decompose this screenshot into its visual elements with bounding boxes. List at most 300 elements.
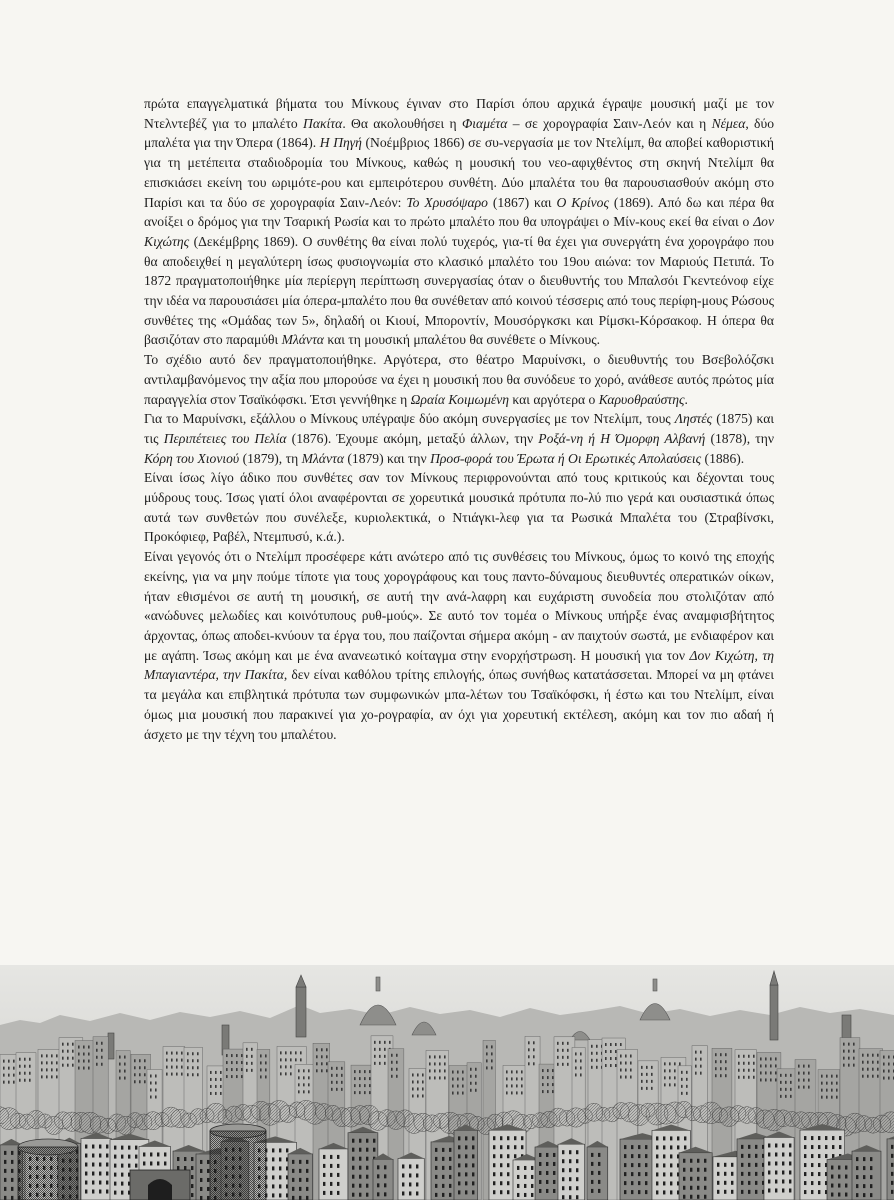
engraving-window — [330, 1191, 332, 1195]
engraving-window — [290, 1058, 292, 1061]
engraving-window — [246, 1055, 248, 1058]
engraving-window — [472, 1181, 474, 1185]
engraving-window — [4, 1151, 6, 1155]
engraving-window — [298, 1083, 300, 1086]
engraving-window — [114, 1146, 116, 1150]
engraving-window — [379, 1055, 381, 1058]
engraving-window — [99, 1154, 101, 1158]
engraving-window — [848, 1064, 850, 1067]
engraving-window — [638, 1190, 640, 1194]
engraving-window — [591, 1180, 593, 1184]
engraving-window — [562, 1177, 564, 1181]
engraving-window — [13, 1081, 15, 1084]
engraving-window — [231, 1075, 233, 1078]
engraving-window — [863, 1193, 865, 1197]
italic-title: Μλάντα — [301, 450, 344, 466]
engraving-window — [724, 1190, 726, 1194]
engraving-window — [470, 1068, 472, 1071]
engraving-window — [838, 1175, 840, 1179]
engraving-window — [731, 1181, 733, 1185]
engraving-window — [341, 1074, 343, 1077]
engraving-window — [656, 1163, 658, 1167]
engraving-window — [755, 1145, 757, 1149]
engraving-window — [765, 1064, 767, 1067]
engraving-window — [470, 1082, 472, 1085]
italic-title: Καρυοθραύστης — [598, 391, 685, 407]
engraving-window — [8, 1060, 10, 1063]
engraving-window — [567, 1042, 569, 1045]
engraving-window — [724, 1181, 726, 1185]
engraving-window — [821, 1089, 823, 1092]
engraving-window — [808, 1065, 810, 1068]
engraving-window — [220, 1092, 222, 1095]
engraving-window — [553, 1171, 555, 1175]
engraving-window — [491, 1066, 493, 1069]
engraving-window — [775, 1078, 777, 1081]
engraving-window — [272, 1193, 274, 1197]
engraving-window — [715, 1067, 717, 1070]
engraving-window — [336, 1081, 338, 1084]
engraving-window — [651, 1073, 653, 1076]
engraving-window — [760, 1057, 762, 1060]
engraving-window — [557, 1049, 559, 1052]
engraving-window — [119, 1070, 121, 1073]
engraving-window — [811, 1172, 813, 1176]
engraving-window — [306, 1196, 308, 1200]
engraving-window — [215, 1092, 217, 1095]
engraving-window — [51, 1061, 53, 1064]
engraving-window — [465, 1181, 467, 1185]
engraving-window — [775, 1161, 777, 1165]
engraving-window — [331, 1081, 333, 1084]
engraving-window — [562, 1186, 564, 1190]
engraving-window — [260, 1061, 262, 1064]
engraving-window — [670, 1136, 672, 1140]
engraving-window — [832, 1136, 834, 1140]
engraving-window — [326, 1048, 328, 1051]
engraving-window — [789, 1161, 791, 1165]
engraving-window — [176, 1059, 178, 1062]
engraving-window — [299, 1187, 301, 1191]
engraving-window — [486, 1066, 488, 1069]
engraving-window — [867, 1054, 869, 1057]
engraving-window — [150, 1081, 152, 1084]
engraving-window — [352, 1184, 354, 1188]
engraving-window — [533, 1048, 535, 1051]
engraving-window — [862, 1061, 864, 1064]
engraving-window — [798, 1079, 800, 1082]
engraving-window — [88, 1060, 90, 1063]
engraving-window — [352, 1139, 354, 1143]
text-run: Είναι ίσως λίγο άδικο που συνθέτες σαν τον Μίνκους περιφρονούνται από τους κριτικούς και δέχονται τους μύδρους τους. Ίσως γιατί όλοι αναφέρονται σε χορευτικά μουσικά πρότυπα πο-λύ πιο γερά και ουσιαστικά όπως αυτά των συνθετών που συνέλεξε, κυριολεκτικά, ο Ντιάγκι-λεφ για τα Ρωσικά Μπαλέτα του (Στραβίνσκι, Προκόφιεφ, Ραβέλ, Ντεμπυσύ, κ.ά.). — [144, 470, 774, 545]
engraving-window — [720, 1067, 722, 1070]
engraving-window — [684, 1145, 686, 1149]
engraving-window — [155, 1081, 157, 1084]
engraving-window — [434, 1055, 436, 1058]
engraving-window — [56, 1068, 58, 1071]
engraving-window — [292, 1187, 294, 1191]
engraving-window — [575, 1066, 577, 1069]
engraving-window — [4, 1169, 6, 1173]
engraving-window — [155, 1074, 157, 1077]
engraving-window — [863, 1175, 865, 1179]
engraving-window — [92, 1145, 94, 1149]
engraving-window — [472, 1136, 474, 1140]
engraving-window — [435, 1175, 437, 1179]
engraving-window — [341, 1081, 343, 1084]
engraving-window — [651, 1080, 653, 1083]
engraving-window — [106, 1190, 108, 1194]
engraving-window — [630, 1055, 632, 1058]
engraving-window — [46, 1075, 48, 1078]
engraving-window — [187, 1059, 189, 1062]
engraving-window — [384, 1048, 386, 1051]
engraving-window — [434, 1062, 436, 1065]
engraving-window — [417, 1094, 419, 1097]
engraving-window — [547, 1090, 549, 1093]
engraving-window — [246, 1069, 248, 1072]
engraving-window — [298, 1090, 300, 1093]
engraving-window — [591, 1189, 593, 1193]
engraving-window — [207, 1169, 209, 1173]
engraving-window — [743, 1055, 745, 1058]
engraving-window — [620, 1062, 622, 1065]
engraving-window — [207, 1187, 209, 1191]
engraving-window — [96, 1056, 98, 1059]
engraving-window — [591, 1171, 593, 1175]
engraving-window — [384, 1041, 386, 1044]
engraving-window — [562, 1063, 564, 1066]
engraving-window — [782, 1161, 784, 1165]
engraving-window — [139, 1059, 141, 1062]
engraving-window — [181, 1066, 183, 1069]
engraving-window — [615, 1043, 617, 1046]
engraving-window — [697, 1186, 699, 1190]
engraving-window — [818, 1181, 820, 1185]
engraving-window — [354, 1070, 356, 1073]
engraving-window — [323, 1173, 325, 1177]
engraving-window — [646, 1073, 648, 1076]
engraving-window — [412, 1087, 414, 1090]
engraving-window — [598, 1162, 600, 1166]
engraving-window — [442, 1166, 444, 1170]
engraving-window — [651, 1066, 653, 1069]
engraving-window — [804, 1190, 806, 1194]
paragraph — [144, 409, 774, 468]
engraving-window — [631, 1181, 633, 1185]
italic-title: Φιαμέτα — [461, 115, 508, 131]
engraving-window — [11, 1151, 13, 1155]
engraving-window — [11, 1169, 13, 1173]
engraving-window — [507, 1145, 509, 1149]
engraving-window — [272, 1157, 274, 1161]
engraving-window — [197, 1066, 199, 1069]
engraving-window — [330, 1173, 332, 1177]
engraving-window — [303, 1076, 305, 1079]
engraving-window — [596, 1045, 598, 1048]
engraving-window — [67, 1064, 69, 1067]
engraving-window — [493, 1145, 495, 1149]
engraving-window — [475, 1082, 477, 1085]
engraving-window — [531, 1175, 533, 1179]
engraving-window — [843, 1064, 845, 1067]
engraving-window — [888, 1070, 890, 1073]
engraving-window — [279, 1157, 281, 1161]
engraving-window — [542, 1083, 544, 1086]
engraving-window — [470, 1089, 472, 1092]
engraving-window — [226, 1068, 228, 1071]
engraving-window — [826, 1096, 828, 1099]
engraving-window — [11, 1196, 13, 1200]
engraving-window — [690, 1168, 692, 1172]
engraving-window — [831, 1175, 833, 1179]
engraving-window — [285, 1065, 287, 1068]
engraving-window — [547, 1069, 549, 1072]
engraving-window — [330, 1155, 332, 1159]
engraving-window — [176, 1052, 178, 1055]
engraving-window — [630, 1062, 632, 1065]
engraving-window — [674, 1069, 676, 1072]
engraving-window — [176, 1073, 178, 1076]
engraving-window — [724, 1163, 726, 1167]
engraving-window — [848, 1043, 850, 1046]
engraving-window — [51, 1054, 53, 1057]
engraving-window — [853, 1050, 855, 1053]
engraving-window — [870, 1157, 872, 1161]
engraving-window — [670, 1154, 672, 1158]
engraving-window — [891, 1190, 893, 1194]
engraving-window — [524, 1193, 526, 1197]
engraving-window — [546, 1162, 548, 1166]
engraving-window — [373, 1148, 375, 1152]
engraving-window — [260, 1075, 262, 1078]
engraving-window — [439, 1062, 441, 1065]
engraving-window — [101, 1049, 103, 1052]
engraving-window — [663, 1154, 665, 1158]
engraving-window — [197, 1052, 199, 1055]
engraving-window — [493, 1163, 495, 1167]
engraving-window — [811, 1154, 813, 1158]
engraving-window — [279, 1175, 281, 1179]
engraving-window — [743, 1062, 745, 1065]
paragraph — [144, 350, 774, 409]
engraving-window — [417, 1087, 419, 1090]
engraving-window — [4, 1178, 6, 1182]
engraving-window — [646, 1066, 648, 1069]
engraving-window — [391, 1075, 393, 1078]
engraving-window — [803, 1086, 805, 1089]
engraving-window — [449, 1175, 451, 1179]
engraving-window — [416, 1173, 418, 1177]
engraving-window — [811, 1145, 813, 1149]
engraving-window — [576, 1177, 578, 1181]
engraving-window — [870, 1166, 872, 1170]
engraving-window — [326, 1062, 328, 1065]
engraving-window — [620, 1069, 622, 1072]
engraving-window — [99, 1190, 101, 1194]
engraving-window — [704, 1186, 706, 1190]
engraving-window — [220, 1078, 222, 1081]
engraving-window — [775, 1170, 777, 1174]
engraving-window — [811, 1163, 813, 1167]
engraving-window — [449, 1184, 451, 1188]
engraving-window — [78, 1067, 80, 1070]
engraving-window — [725, 1060, 727, 1063]
engraving-window — [531, 1166, 533, 1170]
engraving-window — [62, 1064, 64, 1067]
engraving-window — [164, 1161, 166, 1165]
text-run: (1876). Έχουμε ακόμη, μεταξύ άλλων, την — [286, 430, 539, 446]
panorama-gateway — [130, 1170, 190, 1200]
engraving-window — [241, 1061, 243, 1064]
engraving-window — [409, 1191, 411, 1195]
engraving-window — [92, 1190, 94, 1194]
engraving-window — [295, 1058, 297, 1061]
engraving-window — [620, 1055, 622, 1058]
engraving-window — [280, 1072, 282, 1075]
engraving-window — [412, 1094, 414, 1097]
engraving-window — [326, 1055, 328, 1058]
engraving-window — [99, 1181, 101, 1185]
engraving-window — [444, 1062, 446, 1065]
engraving-window — [491, 1052, 493, 1055]
engraving-window — [524, 1166, 526, 1170]
engraving-window — [872, 1075, 874, 1078]
engraving-window — [697, 1177, 699, 1181]
engraving-window — [562, 1056, 564, 1059]
engraving-window — [119, 1063, 121, 1066]
engraving-window — [200, 1178, 202, 1182]
engraving-window — [686, 1071, 688, 1074]
engraving-window — [384, 1165, 386, 1169]
engraving-window — [402, 1191, 404, 1195]
engraving-window — [670, 1190, 672, 1194]
engraving-window — [610, 1064, 612, 1067]
engraving-window — [434, 1069, 436, 1072]
engraving-window — [181, 1073, 183, 1076]
engraving-window — [121, 1191, 123, 1195]
engraving-window — [336, 1074, 338, 1077]
engraving-window — [462, 1085, 464, 1088]
engraving-window — [695, 1058, 697, 1061]
engraving-window — [500, 1136, 502, 1140]
engraving-window — [241, 1054, 243, 1057]
engraving-window — [56, 1061, 58, 1064]
engraving-window — [4, 1187, 6, 1191]
engraving-window — [738, 1062, 740, 1065]
engraving-window — [507, 1154, 509, 1158]
engraving-window — [521, 1091, 523, 1094]
engraving-window — [321, 1069, 323, 1072]
engraving-window — [624, 1172, 626, 1176]
engraving-window — [891, 1181, 893, 1185]
engraving-window — [171, 1066, 173, 1069]
engraving-window — [770, 1064, 772, 1067]
engraving-window — [888, 1056, 890, 1059]
engraving-window — [121, 1146, 123, 1150]
engraving-window — [517, 1193, 519, 1197]
engraving-window — [331, 1067, 333, 1070]
engraving-window — [192, 1052, 194, 1055]
engraving-window — [422, 1087, 424, 1090]
engraving-window — [717, 1172, 719, 1176]
engraving-window — [308, 1083, 310, 1086]
engraving-window — [591, 1052, 593, 1055]
engraving-window — [605, 1057, 607, 1060]
engraving-window — [553, 1180, 555, 1184]
engraving-window — [557, 1042, 559, 1045]
engraving-window — [656, 1181, 658, 1185]
engraving-window — [128, 1146, 130, 1150]
engraving-window — [384, 1183, 386, 1187]
engraving-window — [41, 1061, 43, 1064]
engraving-window — [765, 1071, 767, 1074]
engraving-window — [457, 1085, 459, 1088]
engraving-window — [143, 1161, 145, 1165]
engraving-window — [782, 1143, 784, 1147]
engraving-window — [337, 1155, 339, 1159]
engraving-window — [265, 1061, 267, 1064]
engraving-window — [472, 1172, 474, 1176]
engraving-window — [29, 1058, 31, 1061]
engraving-window — [191, 1184, 193, 1188]
engraving-window — [531, 1193, 533, 1197]
engraving-window — [251, 1055, 253, 1058]
engraving-window — [553, 1162, 555, 1166]
engraving-window — [610, 1043, 612, 1046]
engraving-window — [341, 1067, 343, 1070]
engraving-window — [605, 1064, 607, 1067]
engraving-window — [83, 1046, 85, 1049]
engraving-window — [377, 1174, 379, 1178]
engraving-window — [681, 1078, 683, 1081]
engraving-window — [785, 1081, 787, 1084]
engraving-window — [738, 1055, 740, 1058]
engraving-window — [308, 1076, 310, 1079]
engraving-window — [366, 1139, 368, 1143]
engraving-window — [135, 1146, 137, 1150]
engraving-window — [891, 1154, 893, 1158]
engraving-window — [88, 1046, 90, 1049]
engraving-window — [517, 1166, 519, 1170]
engraving-window — [323, 1164, 325, 1168]
engraving-window — [804, 1145, 806, 1149]
engraving-window — [192, 1073, 194, 1076]
engraving-window — [690, 1186, 692, 1190]
engraving-window — [700, 1058, 702, 1061]
engraving-window — [352, 1193, 354, 1197]
engraving-window — [337, 1191, 339, 1195]
engraving-window — [867, 1061, 869, 1064]
engraving-window — [83, 1053, 85, 1056]
engraving-window — [569, 1177, 571, 1181]
engraving-window — [580, 1066, 582, 1069]
engraving-window — [670, 1172, 672, 1176]
engraving-window — [290, 1072, 292, 1075]
engraving-window — [738, 1076, 740, 1079]
engraving-window — [144, 1066, 146, 1069]
engraving-window — [429, 1069, 431, 1072]
engraving-window — [354, 1077, 356, 1080]
engraving-window — [598, 1180, 600, 1184]
engraving-window — [435, 1184, 437, 1188]
engraving-window — [19, 1065, 21, 1068]
engraving-window — [384, 1174, 386, 1178]
engraving-window — [458, 1154, 460, 1158]
engraving-window — [825, 1154, 827, 1158]
engraving-window — [290, 1051, 292, 1054]
engraving-window — [465, 1145, 467, 1149]
